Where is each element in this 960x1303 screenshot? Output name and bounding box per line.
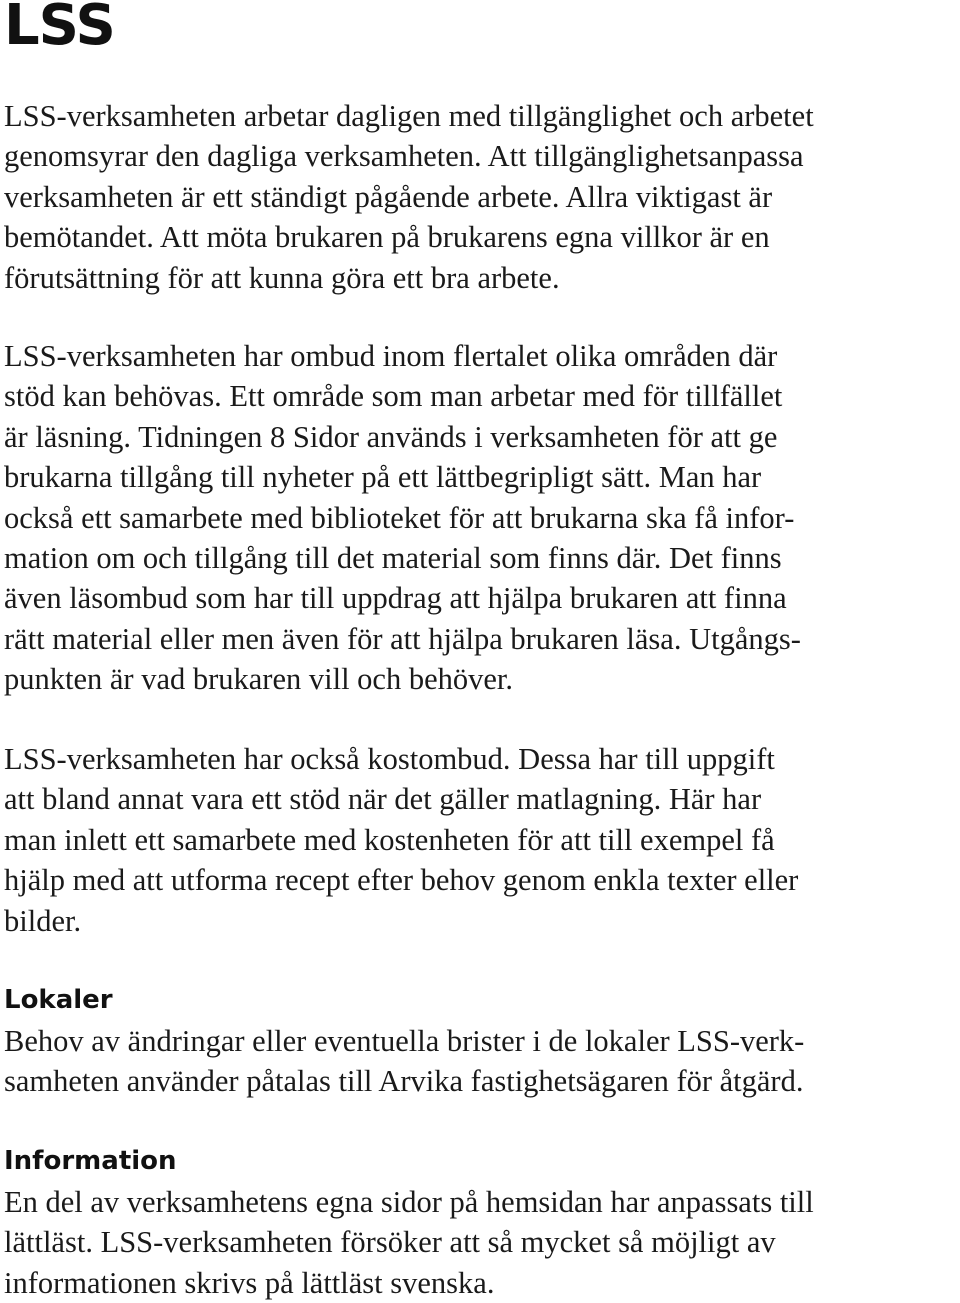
paragraph-accessibility [4, 96, 960, 298]
paragraph-information [4, 1182, 960, 1303]
text-line: också ett samarbete med biblioteket för att brukarna ska få infor- [4, 500, 795, 535]
text-line: att bland annat vara ett stöd när det gäller matlagning. Här har [4, 782, 762, 817]
section-heading-lokaler: Lokaler [4, 985, 113, 1015]
text-line: Behov av ändringar eller eventuella brister i de lokaler LSS-verk- [4, 1024, 805, 1058]
section-heading-information: Information [4, 1146, 177, 1176]
text-line: hjälp med att utforma recept efter behov genom enkla texter eller [4, 863, 799, 898]
text-line: informationen skrivs på lättläst svenska. [4, 1265, 495, 1300]
text-line: lättläst. LSS-verksamheten försöker att så mycket så möjligt av [4, 1225, 776, 1260]
text-line: förutsättning för att kunna göra ett bra arbete. [4, 260, 560, 295]
text-line: man inlett ett samarbete med kostenheten för att till exempel få [4, 822, 775, 857]
text-line: samheten använder påtalas till Arvika fastighetsägaren för åtgärd. [4, 1064, 804, 1099]
text-line: genomsyrar den dagliga verksamheten. Att tillgänglighetsanpassa [4, 139, 804, 174]
text-line: verksamheten är ett ständigt pågående arbete. Allra viktigast är [4, 179, 773, 214]
paragraph-reading-ombud [4, 336, 960, 700]
text-line: LSS-verksamheten arbetar dagligen med tillgänglighet och arbetet [4, 99, 814, 133]
text-line: även läsombud som har till uppdrag att hjälpa brukaren att finna [4, 581, 787, 616]
text-line: är läsning. Tidningen 8 Sidor används i verksamheten för att ge [4, 419, 778, 454]
text-line: En del av verksamhetens egna sidor på hemsidan har anpassats till [4, 1185, 814, 1219]
text-line: bilder. [4, 903, 82, 938]
text-line: rätt material eller men även för att hjälpa brukaren läsa. Utgångs- [4, 621, 801, 656]
text-line: LSS-verksamheten har också kostombud. Dessa har till uppgift [4, 742, 775, 776]
text-line: brukarna tillgång till nyheter på ett lättbegripligt sätt. Man har [4, 460, 762, 495]
text-line: stöd kan behövas. Ett område som man arbetar med för tillfället [4, 379, 783, 414]
text-line: mation om och tillgång till det material som finns där. Det finns [4, 541, 782, 576]
text-line: LSS-verksamheten har ombud inom flertalet olika områden där [4, 339, 778, 373]
text-line: punkten är vad brukaren vill och behöver. [4, 662, 514, 697]
paragraph-lokaler [4, 1021, 960, 1102]
text-line: bemötandet. Att möta brukaren på brukarens egna villkor är en [4, 220, 770, 255]
paragraph-kostombud [4, 739, 960, 941]
page-title: LSS [4, 0, 115, 58]
